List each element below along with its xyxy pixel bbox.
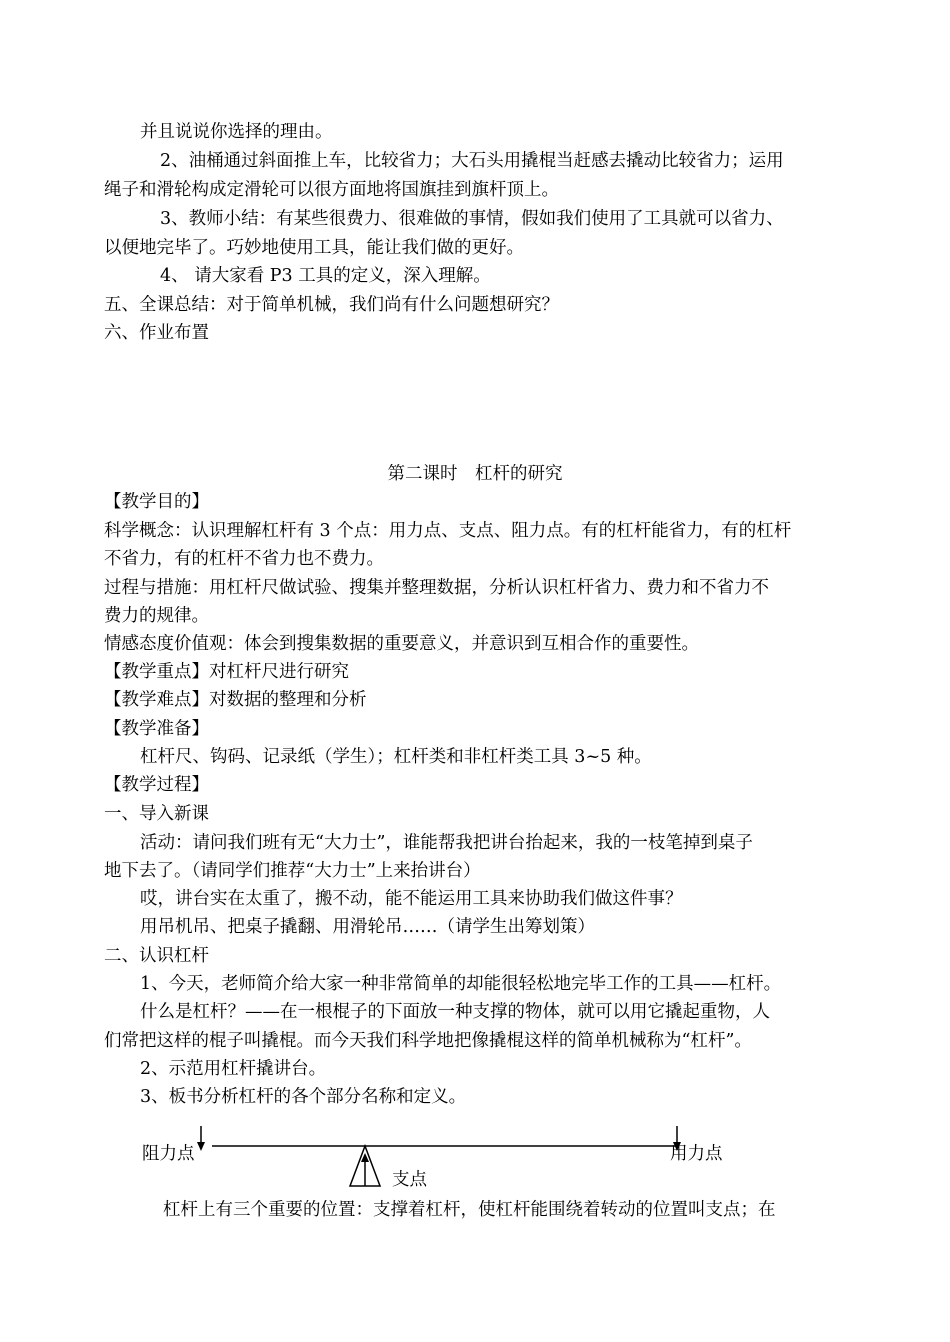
text-line: 过程与措施：用杠杆尺做试验、搜集并整理数据，分析认识杠杆省力、费力和不省力不 (104, 578, 769, 598)
text-line: 2、示范用杠杆撬讲台。 (140, 1059, 327, 1079)
text-line: 杠杆上有三个重要的位置：支撑着杠杆，使杠杆能围绕着转动的位置叫支点；在 (163, 1200, 776, 1220)
section-heading: 【教学难点】对数据的整理和分析 (104, 690, 367, 710)
text-line: 们常把这样的棍子叫撬棍。而今天我们科学地把像撬棍这样的简单机械称为“杠杆”。 (104, 1031, 752, 1051)
section-heading: 五、全课总结：对于简单机械，我们尚有什么问题想研究？ (104, 295, 559, 315)
text-line: 以便地完毕了。巧妙地使用工具，能让我们做的更好。 (104, 238, 524, 258)
text-line: 地下去了。（请同学们推荐“大力士”上来抬讲台） (104, 861, 481, 881)
text-line: 2、油桶通过斜面推上车，比较省力；大石头用撬棍当赶感去撬动比较省力；运用 (160, 151, 784, 171)
fulcrum-label: 支点 (392, 1170, 427, 1190)
text-line: 活动：请问我们班有无“大力士”，谁能帮我把讲台抬起来，我的一枝笔掉到桌子 (140, 833, 753, 853)
lever-diagram (130, 1118, 830, 1198)
section-heading: 【教学重点】对杠杆尺进行研究 (104, 662, 349, 682)
text-line: 杠杆尺、钩码、记录纸（学生）；杠杆类和非杠杆类工具 3~5 种。 (140, 747, 652, 767)
section-heading: 一、导入新课 (104, 804, 209, 824)
section-heading: 【教学准备】 (104, 719, 209, 739)
text-line: 3、板书分析杠杆的各个部分名称和定义。 (140, 1087, 467, 1107)
resistance-point-label: 阻力点 (142, 1144, 195, 1164)
text-line: 费力的规律。 (104, 606, 209, 626)
text-line: 3、教师小结：有某些很费力、很难做的事情，假如我们使用了工具就可以省力、 (160, 209, 784, 229)
fulcrum-triangle (350, 1146, 380, 1186)
section-heading: 六、作业布置 (104, 323, 209, 343)
text-line: 1、今天，老师简介给大家一种非常简单的却能很轻松地完毕工作的工具——杠杆。 (140, 974, 782, 994)
section-heading: 二、认识杠杆 (104, 946, 209, 966)
text-line: 用吊机吊、把桌子撬翻、用滑轮吊……（请学生出筹划策） (140, 917, 595, 937)
lever-diagram-graphic (130, 1118, 830, 1198)
text-line: 哎，讲台实在太重了，搬不动，能不能运用工具来协助我们做这件事？ (140, 889, 683, 909)
text-line: 不省力，有的杠杆不省力也不费力。 (104, 549, 384, 569)
effort-point-label: 用力点 (670, 1144, 723, 1164)
text-line: 4、 请大家看 P3 工具的定义，深入理解。 (160, 266, 491, 286)
lesson-title: 第二课时 杠杆的研究 (387, 464, 563, 484)
section-heading: 【教学过程】 (104, 775, 209, 795)
section-heading: 【教学目的】 (104, 492, 209, 512)
text-line: 什么是杠杆？——在一根棍子的下面放一种支撑的物体，就可以用它撬起重物，人 (140, 1002, 770, 1022)
resistance-arrow (197, 1126, 205, 1151)
text-line: 情感态度价值观：体会到搜集数据的重要意义，并意识到互相合作的重要性。 (104, 634, 699, 654)
text-line: 绳子和滑轮构成定滑轮可以很方面地将国旗挂到旗杆顶上。 (104, 180, 559, 200)
text-line: 并且说说你选择的理由。 (140, 122, 333, 142)
text-line: 科学概念：认识理解杠杆有 3 个点：用力点、支点、阻力点。有的杠杆能省力，有的杠杆 (104, 521, 792, 541)
